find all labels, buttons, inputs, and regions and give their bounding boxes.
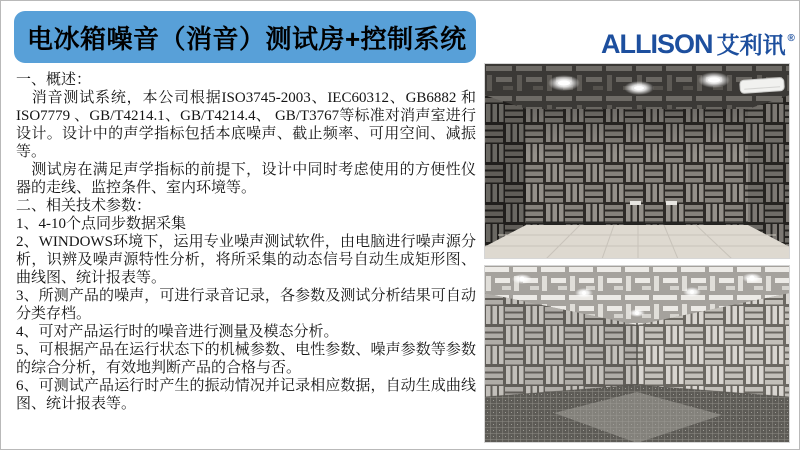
section-heading: 二、相关技术参数：	[16, 198, 152, 214]
semi-anechoic-chamber-photo	[484, 63, 790, 259]
registered-trademark-icon: ®	[787, 33, 795, 44]
logo-latin-text: ALLISON	[601, 29, 713, 59]
list-item: 2、WINDOWS环境下，运用专业噪声测试软件，由电脑进行噪声源分析，识辨及噪声源特性分析，将所采集的动态信号自动生成矩形图、曲线图、统计报表等。	[16, 234, 476, 286]
paragraph: 测试房在满足声学指标的前提下，设计中同时考虑使用的方便性仪器的走线、监控条件、室内环境等。	[16, 162, 476, 196]
description-text	[16, 71, 476, 413]
list-item: 5、可根据产品在运行状态下的机械参数、电性参数、噪声参数等参数的综合分析，有效地判断产品的合格与否。	[16, 342, 476, 376]
logo-cjk-text: 艾利讯	[716, 32, 786, 58]
paragraph: 消音测试系统，本公司根据ISO3745-2003、IEC60312、GB6882 和ISO7779 、GB/T4214.1、GB/T4214.4、 GB/T3767等标准对消声室进行设计。设计中的声学指标包括本底噪声、截止频率、可用空间、减振等。	[16, 90, 476, 160]
page-title: 电冰箱噪音（消音）测试房+控制系统	[27, 23, 467, 54]
list-item: 6、可测试产品运行时产生的振动情况并记录相应数据，自动生成曲线图、统计报表等。	[16, 378, 476, 412]
list-item: 4、可对产品运行时的噪音进行测量及模态分析。	[16, 324, 339, 340]
allison-logo	[601, 27, 795, 60]
section-heading: 一、概述：	[16, 72, 92, 88]
full-anechoic-chamber-photo	[484, 265, 790, 443]
title-banner	[14, 11, 476, 63]
list-item: 1、4-10个点同步数据采集	[16, 216, 186, 232]
list-item: 3、所测产品的噪声，可进行录音记录，各参数及测试分析结果可自动分类存档。	[16, 288, 476, 322]
